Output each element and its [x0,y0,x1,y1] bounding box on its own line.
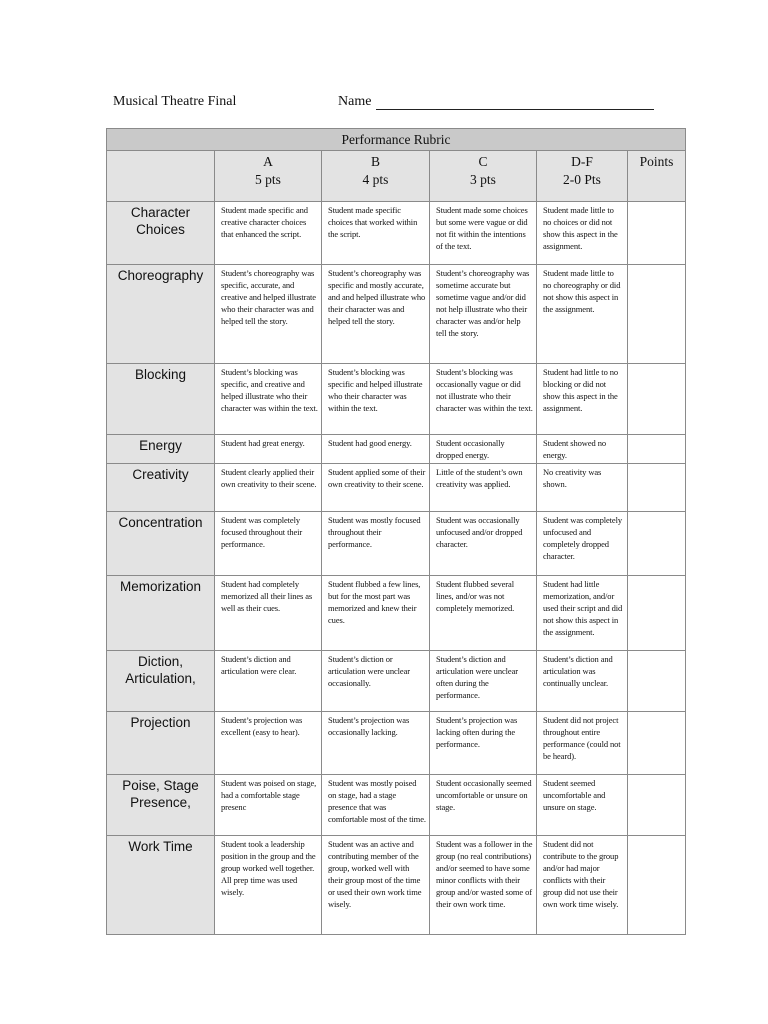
grade-header-a [215,151,322,202]
grade-letter: B [370,154,380,169]
rubric-caption: Performance Rubric [107,129,686,151]
criteria-cell: Student flubbed several lines, and/or was not completely memorized. [430,576,537,651]
criteria-cell: Student was mostly focused throughout their performance. [322,512,430,576]
points-cell[interactable] [628,265,686,364]
rubric-row [107,202,686,265]
row-category: Memorization [107,576,215,651]
criteria-cell: Student occasionally seemed uncomfortable or unsure on stage. [430,775,537,836]
points-cell[interactable] [628,651,686,712]
criteria-cell: Student’s blocking was specific and helped illustrate who their character was within the text. [322,364,430,435]
rubric-row [107,836,686,935]
criteria-cell: Little of the student’s own creativity was applied. [430,464,537,512]
criteria-cell: Student was poised on stage, had a comfortable stage presenc [215,775,322,836]
points-cell[interactable] [628,435,686,464]
grade-points: 5 pts [255,172,281,187]
category-header-blank [107,151,215,202]
criteria-cell: Student was mostly poised on stage, had a stage presence that was comfortable most of the time. [322,775,430,836]
grade-points: 2-0 Pts [563,172,601,187]
criteria-cell: Student had great energy. [215,435,322,464]
criteria-cell: Student was completely unfocused and completely dropped character. [537,512,628,576]
criteria-cell: Student’s choreography was specific, accurate, and creative and helped illustrate who their character was and helped tell the story. [215,265,322,364]
points-cell[interactable] [628,364,686,435]
row-category: Choreography [107,265,215,364]
rubric-row [107,464,686,512]
grade-points: 3 pts [470,172,496,187]
grade-points: 4 pts [362,172,389,187]
criteria-cell: Student’s projection was lacking often during the performance. [430,712,537,775]
criteria-cell: Student was occasionally unfocused and/or dropped character. [430,512,537,576]
criteria-cell: Student clearly applied their own creativity to their scene. [215,464,322,512]
criteria-cell: Student had little memorization, and/or used their script and did not show this aspect in the assignment. [537,576,628,651]
rubric-row [107,364,686,435]
criteria-cell: Student had good energy. [322,435,430,464]
criteria-cell: Student seemed uncomfortable and unsure on stage. [537,775,628,836]
criteria-cell: Student was an active and contributing member of the group, worked well with their group most of the time or used their own work time wisely. [322,836,430,935]
criteria-cell: Student made specific choices that worked within the script. [322,202,430,265]
criteria-cell: Student’s diction or articulation were unclear occasionally. [322,651,430,712]
criteria-cell: Student was a follower in the group (no real contributions) and/or seemed to have some minor conflicts with their group and/or wasted some of their own work time. [430,836,537,935]
criteria-cell: Student did not project throughout entire performance (could not be heard). [537,712,628,775]
row-category: Work Time [107,836,215,935]
rubric-row [107,775,686,836]
criteria-cell: Student made little to no choreography or did not show this aspect in the assignment. [537,265,628,364]
points-cell[interactable] [628,576,686,651]
criteria-cell: Student’s choreography was sometime accurate but sometime vague and/or did not help illustrate who their character was and/or help tell the story. [430,265,537,364]
criteria-cell: Student occasionally dropped energy. [430,435,537,464]
criteria-cell: Student was completely focused throughout their performance. [215,512,322,576]
points-cell[interactable] [628,836,686,935]
grade-letter: A [263,154,273,169]
grade-header-b [322,151,430,202]
rubric-row [107,651,686,712]
name-underline [376,109,654,110]
criteria-cell: Student did not contribute to the group and/or had major conflicts with their group did not use their own work time wisely. [537,836,628,935]
criteria-cell: Student’s diction and articulation was continually unclear. [537,651,628,712]
criteria-cell: Student showed no energy. [537,435,628,464]
criteria-cell: Student’s blocking was occasionally vague or did not illustrate who their character was within the text. [430,364,537,435]
grade-letter: C [478,154,488,169]
grade-header-d-f [537,151,628,202]
row-category: Poise, Stage Presence, [107,775,215,836]
criteria-cell: Student’s blocking was specific, and creative and helped illustrate who their character was within the text. [215,364,322,435]
performance-rubric-table [106,128,686,935]
criteria-cell: Student made some choices but some were vague or did not fit within the intentions of the text. [430,202,537,265]
criteria-cell: Student’s projection was excellent (easy to hear). [215,712,322,775]
points-header: Points [628,151,686,202]
points-cell[interactable] [628,512,686,576]
row-category: Blocking [107,364,215,435]
criteria-cell: Student’s diction and articulation were unclear often during the performance. [430,651,537,712]
criteria-cell: Student applied some of their own creativity to their scene. [322,464,430,512]
row-category: Character Choices [107,202,215,265]
criteria-cell: Student made little to no choices or did not show this aspect in the assignment. [537,202,628,265]
criteria-cell: Student had completely memorized all their lines as well as their cues. [215,576,322,651]
criteria-cell: Student’s choreography was specific and mostly accurate, and and helped illustrate who their character was and helped tell the story. [322,265,430,364]
row-category: Energy [107,435,215,464]
document-title: Musical Theatre Final [113,94,237,109]
criteria-cell: Student took a leadership position in the group and the group worked well together. All prep time was used wisely. [215,836,322,935]
points-cell[interactable] [628,202,686,265]
rubric-row [107,712,686,775]
row-category: Projection [107,712,215,775]
criteria-cell: Student flubbed a few lines, but for the most part was memorized and knew their cues. [322,576,430,651]
points-cell[interactable] [628,712,686,775]
criteria-cell: Student’s diction and articulation were clear. [215,651,322,712]
criteria-cell: Student’s projection was occasionally lacking. [322,712,430,775]
rubric-row [107,265,686,364]
criteria-cell: Student made specific and creative character choices that enhanced the script. [215,202,322,265]
name-label: Name [338,94,372,109]
points-cell[interactable] [628,775,686,836]
rubric-row [107,435,686,464]
row-category: Creativity [107,464,215,512]
criteria-cell: Student had little to no blocking or did not show this aspect in the assignment. [537,364,628,435]
row-category: Concentration [107,512,215,576]
criteria-cell: No creativity was shown. [537,464,628,512]
points-cell[interactable] [628,464,686,512]
row-category: Diction, Articulation, [107,651,215,712]
rubric-row [107,512,686,576]
grade-header-c [430,151,537,202]
grade-letter: D-F [571,154,593,169]
rubric-row [107,576,686,651]
